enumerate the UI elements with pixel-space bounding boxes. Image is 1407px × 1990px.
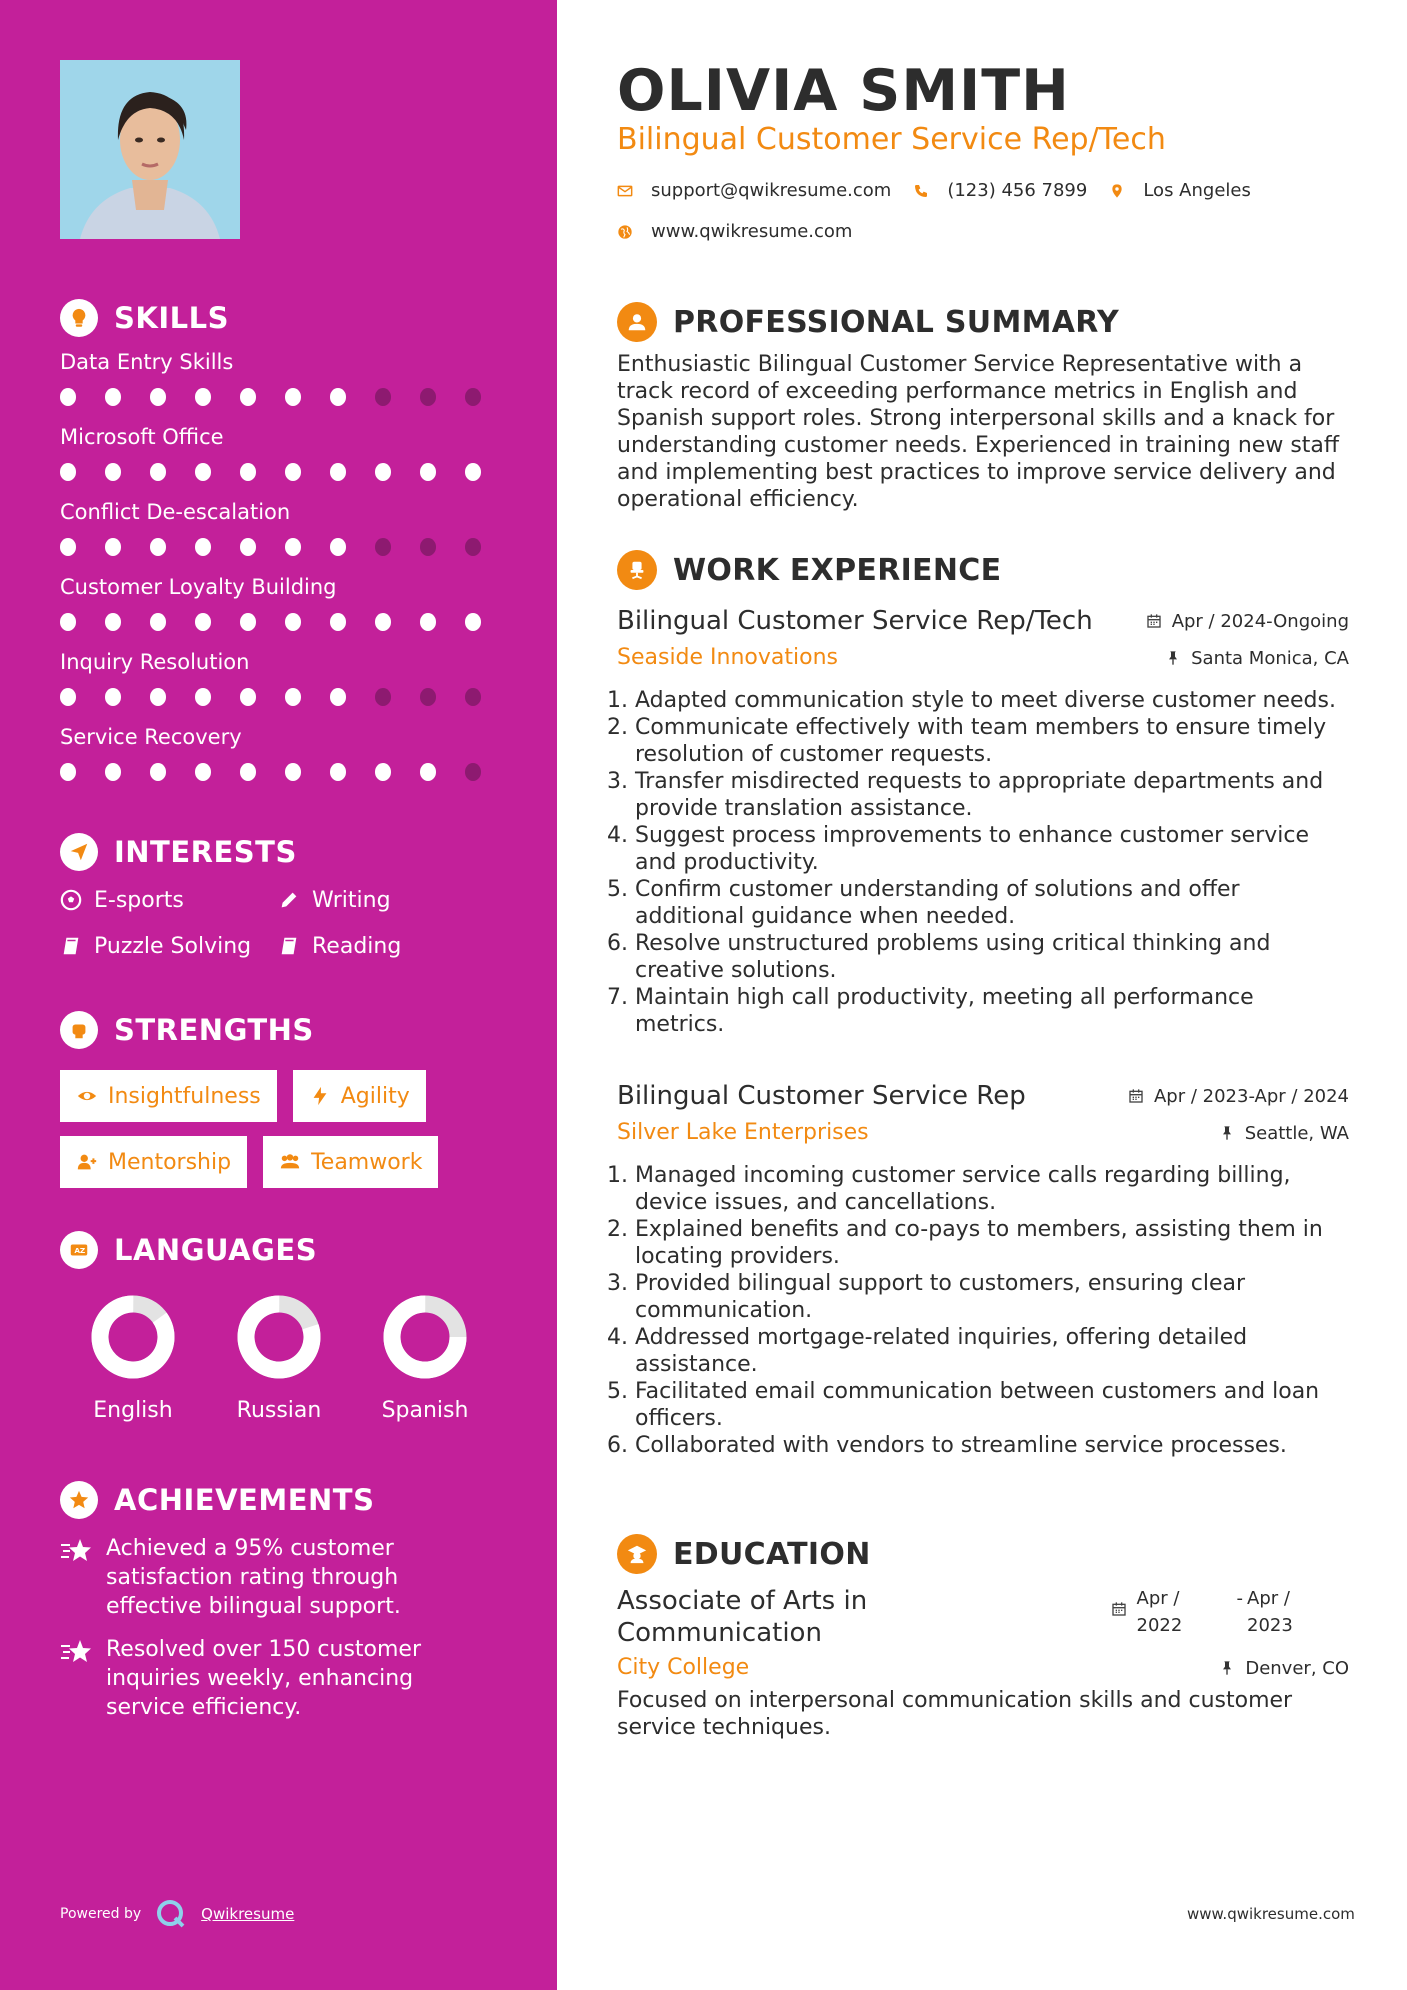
interest-item bbox=[278, 886, 496, 914]
job-dates bbox=[1128, 1086, 1349, 1107]
skill-rating bbox=[60, 763, 510, 781]
interest-label: Writing bbox=[312, 887, 391, 913]
rating-dot-filled bbox=[105, 688, 121, 706]
duty-item: 2. Explained benefits and co-pays to members, assisting them in locating providers. bbox=[635, 1216, 1349, 1270]
rating-dot-filled bbox=[150, 463, 166, 481]
job-location-text: Seattle, WA bbox=[1244, 1122, 1349, 1144]
contact-phone[interactable] bbox=[913, 180, 1087, 201]
strength-label: Insightfulness bbox=[108, 1083, 261, 1109]
strengths-list bbox=[60, 1070, 510, 1188]
map-pin-icon bbox=[1109, 183, 1125, 199]
interest-label: Reading bbox=[312, 933, 402, 959]
rating-dot-filled bbox=[105, 763, 121, 781]
website-text: www.qwikresume.com bbox=[651, 221, 853, 242]
summary-title: PROFESSIONAL SUMMARY bbox=[673, 304, 1120, 340]
svg-text:Z: Z bbox=[79, 1246, 86, 1256]
job-dates-text: Apr / 2024-Ongoing bbox=[1171, 610, 1349, 632]
achievements-section bbox=[60, 1480, 510, 1722]
rating-dot-filled bbox=[240, 613, 256, 631]
job-location-text: Santa Monica, CA bbox=[1191, 647, 1349, 669]
language-icon bbox=[60, 1231, 98, 1269]
achievements-title: ACHIEVEMENTS bbox=[114, 1483, 375, 1517]
rating-dot-filled bbox=[240, 388, 256, 406]
skill-item bbox=[60, 423, 510, 498]
job-duties bbox=[617, 687, 1349, 1038]
rating-dot-filled bbox=[60, 463, 76, 481]
duty-item: 7. Maintain high call productivity, meeting all performance metrics. bbox=[635, 984, 1349, 1038]
rating-dot-filled bbox=[150, 763, 166, 781]
job-dates bbox=[1146, 611, 1349, 632]
contact-email[interactable] bbox=[617, 180, 891, 201]
rating-dot-filled bbox=[60, 763, 76, 781]
gauge-fill bbox=[88, 1292, 178, 1382]
skill-item bbox=[60, 348, 510, 423]
language-item bbox=[206, 1292, 352, 1423]
users-icon bbox=[279, 1151, 301, 1173]
office-chair-icon bbox=[617, 550, 657, 590]
education-header bbox=[617, 1533, 1349, 1575]
strength-label: Teamwork bbox=[311, 1149, 423, 1175]
company-name: Seaside Innovations bbox=[617, 645, 838, 670]
skills-section bbox=[60, 298, 510, 798]
rating-dot-filled bbox=[285, 463, 301, 481]
rating-dot-filled bbox=[240, 538, 256, 556]
skill-name: Conflict De-escalation bbox=[60, 500, 291, 524]
paper-plane-icon bbox=[60, 833, 98, 871]
skill-name: Microsoft Office bbox=[60, 425, 224, 449]
rating-dot-filled bbox=[105, 388, 121, 406]
rating-dot-filled bbox=[195, 463, 211, 481]
powered-by bbox=[60, 1898, 294, 1930]
duty-item: 1. Managed incoming customer service calls regarding billing, device issues, and cancellations. bbox=[635, 1162, 1349, 1216]
education-dash: - bbox=[1236, 1588, 1243, 1609]
shooting-star-icon bbox=[60, 1637, 94, 1667]
language-gauge bbox=[234, 1292, 324, 1382]
contact-website[interactable] bbox=[617, 221, 874, 242]
achievement-text: Achieved a 95% customer satisfaction rating through effective bilingual support. bbox=[106, 1536, 401, 1619]
duty-item: 6. Resolve unstructured problems using critical thinking and creative solutions. bbox=[635, 930, 1349, 984]
rating-dot-empty bbox=[465, 688, 481, 706]
rating-dot-empty bbox=[375, 388, 391, 406]
interests-list bbox=[60, 886, 510, 960]
fist-icon bbox=[60, 1011, 98, 1049]
school-name: City College bbox=[617, 1655, 750, 1680]
rating-dot-filled bbox=[285, 538, 301, 556]
rating-dot-filled bbox=[105, 538, 121, 556]
interests-header bbox=[60, 832, 510, 872]
strength-tag bbox=[60, 1070, 277, 1122]
rating-dot-filled bbox=[330, 613, 346, 631]
skills-list bbox=[60, 348, 510, 798]
star-badge-icon bbox=[60, 1481, 98, 1519]
book-icon bbox=[60, 935, 82, 957]
eye-icon bbox=[76, 1085, 98, 1107]
languages-section bbox=[60, 1230, 510, 1423]
skill-name: Data Entry Skills bbox=[60, 350, 234, 374]
interest-item bbox=[60, 886, 278, 914]
degree-title: Associate of Arts in Communication bbox=[617, 1586, 868, 1648]
rating-dot-filled bbox=[285, 388, 301, 406]
rating-dot-filled bbox=[330, 763, 346, 781]
rating-dot-filled bbox=[330, 388, 346, 406]
achievement-text: Resolved over 150 customer inquiries weekly, enhancing service efficiency. bbox=[106, 1637, 422, 1720]
rating-dot-filled bbox=[105, 463, 121, 481]
rating-dot-filled bbox=[465, 463, 481, 481]
job-title: Bilingual Customer Service Rep bbox=[617, 1081, 1026, 1111]
education-dates bbox=[1111, 1585, 1304, 1649]
interest-item bbox=[60, 932, 278, 960]
interest-item bbox=[278, 932, 496, 960]
duty-item: 5. Facilitated email communication between customers and loan officers. bbox=[635, 1378, 1349, 1432]
candidate-name: OLIVIA SMITH bbox=[617, 58, 1070, 124]
experience-header bbox=[617, 549, 1349, 591]
education-section bbox=[617, 1533, 1349, 1741]
job-title: Bilingual Customer Service Rep/Tech bbox=[617, 606, 1093, 636]
rating-dot-filled bbox=[60, 613, 76, 631]
school-location bbox=[1219, 1658, 1349, 1679]
phone-icon bbox=[913, 183, 929, 199]
duty-item: 3. Provided bilingual support to customers, ensuring clear communication. bbox=[635, 1270, 1349, 1324]
phone-text: (123) 456 7899 bbox=[947, 180, 1088, 201]
experience-section bbox=[617, 549, 1349, 1459]
pushpin-icon bbox=[1165, 650, 1181, 666]
globe-icon bbox=[617, 224, 633, 240]
rating-dot-filled bbox=[195, 613, 211, 631]
rating-dot-filled bbox=[285, 613, 301, 631]
qwikresume-logo-icon bbox=[155, 1898, 187, 1930]
job-location bbox=[1219, 1123, 1349, 1144]
job-dates-text: Apr / 2023-Apr / 2024 bbox=[1153, 1085, 1349, 1107]
calendar-icon bbox=[1111, 1601, 1127, 1617]
rating-dot-filled bbox=[105, 613, 121, 631]
rating-dot-filled bbox=[420, 613, 436, 631]
book-icon bbox=[278, 935, 300, 957]
calendar-icon bbox=[1146, 613, 1162, 629]
job-entry bbox=[617, 605, 1349, 1038]
bolt-icon bbox=[309, 1085, 331, 1107]
job-entry bbox=[617, 1080, 1349, 1459]
strengths-title: STRENGTHS bbox=[114, 1013, 314, 1047]
languages-title: LANGUAGES bbox=[114, 1233, 318, 1267]
skill-item bbox=[60, 723, 510, 798]
strengths-header bbox=[60, 1010, 510, 1050]
skill-name: Service Recovery bbox=[60, 725, 242, 749]
duty-item: 6. Collaborated with vendors to streamline service processes. bbox=[635, 1432, 1349, 1459]
strength-tag bbox=[60, 1136, 247, 1188]
rating-dot-filled bbox=[420, 763, 436, 781]
rating-dot-filled bbox=[330, 463, 346, 481]
rating-dot-filled bbox=[150, 613, 166, 631]
lightbulb-icon bbox=[60, 299, 98, 337]
summary-text: Enthusiastic Bilingual Customer Service Representative with a track record of exceeding performance metrics in English and Spanish support roles. Strong interpersonal skills and a knack for understanding customer needs. Experienced in training new staff and implementing best practices to improve service delivery and operational efficiency. bbox=[617, 352, 1340, 512]
education-start: Apr / 2022 bbox=[1136, 1588, 1183, 1636]
rating-dot-empty bbox=[375, 688, 391, 706]
skill-rating bbox=[60, 388, 510, 406]
achievement-item bbox=[60, 1534, 510, 1621]
interest-label: E-sports bbox=[94, 887, 184, 913]
achievements-header bbox=[60, 1480, 510, 1520]
skills-title: SKILLS bbox=[114, 301, 229, 335]
contact-row bbox=[617, 180, 1273, 201]
envelope-icon bbox=[617, 183, 633, 199]
rating-dot-filled bbox=[60, 538, 76, 556]
strength-tag bbox=[293, 1070, 426, 1122]
language-item bbox=[352, 1292, 498, 1423]
skill-rating bbox=[60, 538, 510, 556]
profile-photo bbox=[60, 60, 240, 239]
shooting-star-icon bbox=[60, 1536, 94, 1566]
rating-dot-filled bbox=[195, 763, 211, 781]
user-icon bbox=[617, 302, 657, 342]
rating-dot-empty bbox=[420, 538, 436, 556]
rating-dot-filled bbox=[150, 538, 166, 556]
duty-item: 2. Communicate effectively with team members to ensure timely resolution of customer requests. bbox=[635, 714, 1349, 768]
pushpin-icon bbox=[1219, 1660, 1235, 1676]
skill-name: Inquiry Resolution bbox=[60, 650, 250, 674]
skills-header bbox=[60, 298, 510, 338]
interest-label: Puzzle Solving bbox=[94, 933, 252, 959]
rating-dot-filled bbox=[195, 688, 211, 706]
skill-rating bbox=[60, 613, 510, 631]
rating-dot-filled bbox=[240, 463, 256, 481]
strength-tag bbox=[263, 1136, 438, 1188]
strength-label: Agility bbox=[340, 1083, 410, 1109]
education-entry bbox=[617, 1585, 1349, 1649]
language-item bbox=[60, 1292, 206, 1423]
language-gauge bbox=[88, 1292, 178, 1382]
rating-dot-filled bbox=[240, 688, 256, 706]
rating-dot-filled bbox=[195, 388, 211, 406]
education-end: Apr / 2023 bbox=[1247, 1588, 1293, 1636]
graduate-icon bbox=[617, 1534, 657, 1574]
user-plus-icon bbox=[76, 1151, 98, 1173]
svg-text:A: A bbox=[74, 1246, 81, 1256]
rating-dot-filled bbox=[60, 388, 76, 406]
powered-brand-link[interactable]: Qwikresume bbox=[201, 1905, 295, 1923]
education-title: EDUCATION bbox=[673, 1536, 871, 1572]
contact-location bbox=[1109, 180, 1251, 201]
email-text: support@qwikresume.com bbox=[651, 180, 892, 201]
education-text: Focused on interpersonal communication skills and customer service techniques. bbox=[617, 1688, 1293, 1740]
pushpin-icon bbox=[1219, 1125, 1235, 1141]
rating-dot-filled bbox=[285, 688, 301, 706]
school-location-text: Denver, CO bbox=[1245, 1657, 1349, 1679]
language-name: Russian bbox=[236, 1398, 322, 1423]
skill-rating bbox=[60, 463, 510, 481]
strengths-section bbox=[60, 1010, 510, 1202]
languages-header bbox=[60, 1230, 510, 1270]
rating-dot-empty bbox=[375, 538, 391, 556]
summary-section bbox=[617, 301, 1349, 513]
rating-dot-filled bbox=[375, 463, 391, 481]
rating-dot-empty bbox=[465, 388, 481, 406]
rating-dot-filled bbox=[195, 538, 211, 556]
duty-item: 1. Adapted communication style to meet diverse customer needs. bbox=[635, 687, 1349, 714]
rating-dot-filled bbox=[330, 688, 346, 706]
achievement-item bbox=[60, 1635, 510, 1722]
rating-dot-filled bbox=[150, 688, 166, 706]
rating-dot-empty bbox=[420, 388, 436, 406]
skill-item bbox=[60, 498, 510, 573]
languages-list bbox=[60, 1292, 510, 1423]
skill-item bbox=[60, 648, 510, 723]
footer-url[interactable]: www.qwikresume.com bbox=[1187, 1905, 1355, 1923]
rating-dot-filled bbox=[375, 613, 391, 631]
skill-item bbox=[60, 573, 510, 648]
powered-label: Powered by bbox=[60, 1906, 142, 1922]
summary-header bbox=[617, 301, 1349, 343]
rating-dot-filled bbox=[420, 463, 436, 481]
rating-dot-filled bbox=[285, 763, 301, 781]
language-gauge bbox=[380, 1292, 470, 1382]
job-location bbox=[1165, 648, 1349, 669]
company-name: Silver Lake Enterprises bbox=[617, 1120, 869, 1145]
interests-title: INTERESTS bbox=[114, 835, 297, 869]
rating-dot-filled bbox=[60, 688, 76, 706]
skill-rating bbox=[60, 688, 510, 706]
rating-dot-empty bbox=[420, 688, 436, 706]
experience-title: WORK EXPERIENCE bbox=[673, 552, 1002, 588]
duty-item: 4. Addressed mortgage-related inquiries, offering detailed assistance. bbox=[635, 1324, 1349, 1378]
rating-dot-filled bbox=[240, 763, 256, 781]
strength-label: Mentorship bbox=[108, 1149, 232, 1175]
job-duties bbox=[617, 1162, 1349, 1459]
skill-name: Customer Loyalty Building bbox=[60, 575, 337, 599]
sidebar bbox=[0, 0, 557, 1990]
rating-dot-empty bbox=[465, 763, 481, 781]
rating-dot-filled bbox=[150, 388, 166, 406]
rating-dot-filled bbox=[330, 538, 346, 556]
language-name: Spanish bbox=[381, 1398, 469, 1423]
duty-item: 4. Suggest process improvements to enhance customer service and productivity. bbox=[635, 822, 1349, 876]
location-text: Los Angeles bbox=[1143, 180, 1251, 201]
duty-item: 3. Transfer misdirected requests to appropriate departments and provide translation assistance. bbox=[635, 768, 1349, 822]
rating-dot-filled bbox=[465, 613, 481, 631]
interests-section bbox=[60, 832, 510, 960]
duty-item: 5. Confirm customer understanding of solutions and offer additional guidance when needed. bbox=[635, 876, 1349, 930]
rating-dot-empty bbox=[465, 538, 481, 556]
soccer-ball-icon bbox=[60, 889, 82, 911]
pencil-icon bbox=[278, 889, 300, 911]
candidate-role: Bilingual Customer Service Rep/Tech bbox=[617, 122, 1166, 157]
language-name: English bbox=[93, 1398, 173, 1423]
calendar-icon bbox=[1128, 1088, 1144, 1104]
rating-dot-filled bbox=[375, 763, 391, 781]
